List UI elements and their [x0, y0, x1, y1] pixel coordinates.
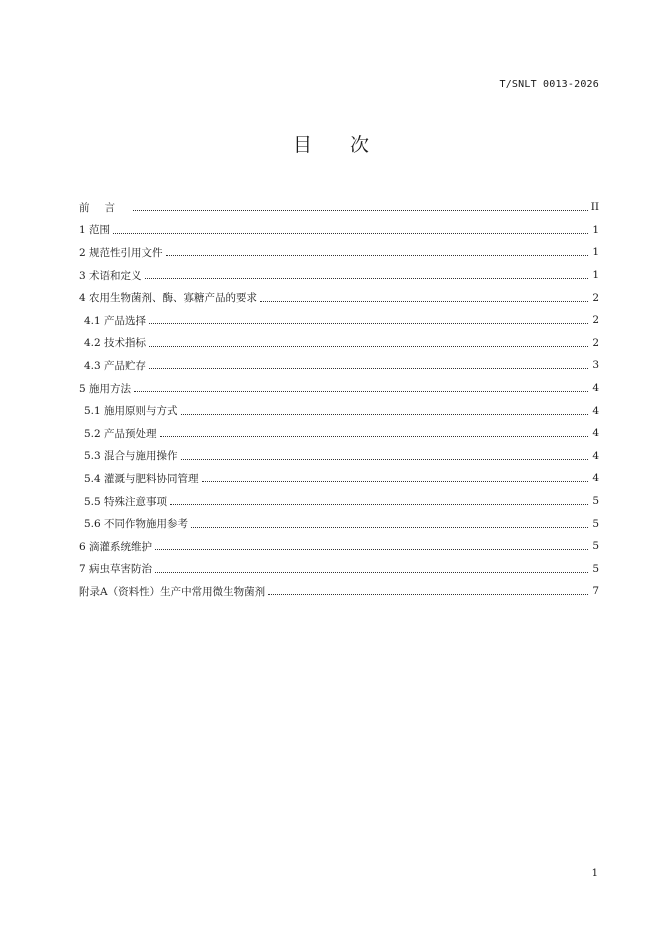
toc-entry[interactable] [79, 219, 599, 242]
dot-leader [170, 495, 588, 507]
toc-entry-label: 4.2 技术指标 [84, 337, 147, 350]
toc-entry[interactable] [79, 445, 599, 468]
dot-leader [133, 201, 588, 213]
toc-entry-page: 1 [592, 223, 599, 236]
dot-leader [191, 518, 588, 530]
toc-entry-page: 5 [592, 495, 599, 508]
table-of-contents [79, 196, 599, 603]
toc-entry-page: 5 [592, 517, 599, 530]
toc-entry-page: 4 [592, 449, 599, 462]
toc-entry-label: 5 施用方法 [79, 382, 132, 395]
dot-leader [166, 246, 588, 258]
toc-entry-label: 1 范围 [79, 224, 111, 237]
page-number: 1 [591, 868, 598, 879]
toc-entry[interactable] [79, 241, 599, 264]
page-title: 目次 [292, 134, 407, 156]
toc-entry[interactable] [79, 264, 599, 287]
toc-entry-page: 4 [592, 382, 599, 395]
toc-entry[interactable] [79, 286, 599, 309]
dot-leader [113, 224, 588, 236]
toc-entry[interactable] [79, 512, 599, 535]
toc-entry[interactable] [79, 196, 599, 219]
toc-entry[interactable] [79, 558, 599, 581]
toc-entry-label: 5.5 特殊注意事项 [84, 495, 168, 508]
toc-entry-label: 3 术语和定义 [79, 269, 142, 282]
toc-entry-label: 4.3 产品贮存 [84, 359, 147, 372]
toc-entry-page: 2 [592, 291, 599, 304]
toc-entry-page: 1 [592, 246, 599, 259]
toc-entry-label: 附录A（资料性）生产中常用微生物菌剂 [79, 585, 266, 598]
toc-entry-label: 4 农用生物菌剂、酶、寡糖产品的要求 [79, 292, 258, 305]
dot-leader [260, 292, 588, 304]
toc-entry-page: 5 [592, 562, 599, 575]
toc-entry-label: 5.1 施用原则与方式 [84, 405, 178, 418]
toc-entry[interactable] [79, 490, 599, 513]
toc-entry[interactable] [79, 399, 599, 422]
dot-leader [268, 585, 588, 597]
toc-entry-label: 5.2 产品预处理 [84, 427, 157, 440]
dot-leader [160, 427, 588, 439]
dot-leader [202, 472, 588, 484]
toc-entry[interactable] [79, 580, 599, 603]
dot-leader [149, 314, 588, 326]
toc-entry-page: 2 [592, 314, 599, 327]
dot-leader [149, 359, 588, 371]
toc-entry-page: 5 [592, 540, 599, 553]
dot-leader [134, 382, 588, 394]
document-code: T/SNLT 0013-2026 [499, 79, 599, 90]
toc-entry[interactable] [79, 309, 599, 332]
dot-leader [145, 269, 588, 281]
dot-leader [149, 337, 588, 349]
toc-entry-page: II [590, 201, 599, 214]
toc-entry-label: 4.1 产品选择 [84, 314, 147, 327]
toc-entry[interactable] [79, 377, 599, 400]
toc-entry-page: 2 [592, 336, 599, 349]
toc-entry-label: 5.3 混合与施用操作 [84, 450, 178, 463]
dot-leader [181, 450, 588, 462]
dot-leader [181, 405, 588, 417]
toc-entry-label: 5.6 不同作物施用参考 [84, 518, 189, 531]
toc-entry[interactable] [79, 332, 599, 355]
toc-entry[interactable] [79, 467, 599, 490]
dot-leader [155, 563, 588, 575]
toc-entry[interactable] [79, 535, 599, 558]
toc-entry-label: 5.4 灌溉与肥料协同管理 [84, 472, 199, 485]
dot-leader [155, 540, 588, 552]
toc-entry-label-text: 前言 [79, 201, 130, 214]
toc-entry-page: 7 [592, 585, 599, 598]
toc-entry-label: 2 规范性引用文件 [79, 246, 163, 259]
toc-entry-page: 4 [592, 404, 599, 417]
toc-entry-page: 4 [592, 427, 599, 440]
toc-entry-label: 7 病虫草害防治 [79, 563, 153, 576]
toc-entry[interactable] [79, 354, 599, 377]
toc-entry[interactable] [79, 422, 599, 445]
toc-entry-page: 1 [592, 269, 599, 282]
toc-entry-label: 6 滴灌系统维护 [79, 540, 153, 553]
toc-entry-page: 3 [592, 359, 599, 372]
toc-entry-label [79, 200, 130, 215]
toc-entry-page: 4 [592, 472, 599, 485]
